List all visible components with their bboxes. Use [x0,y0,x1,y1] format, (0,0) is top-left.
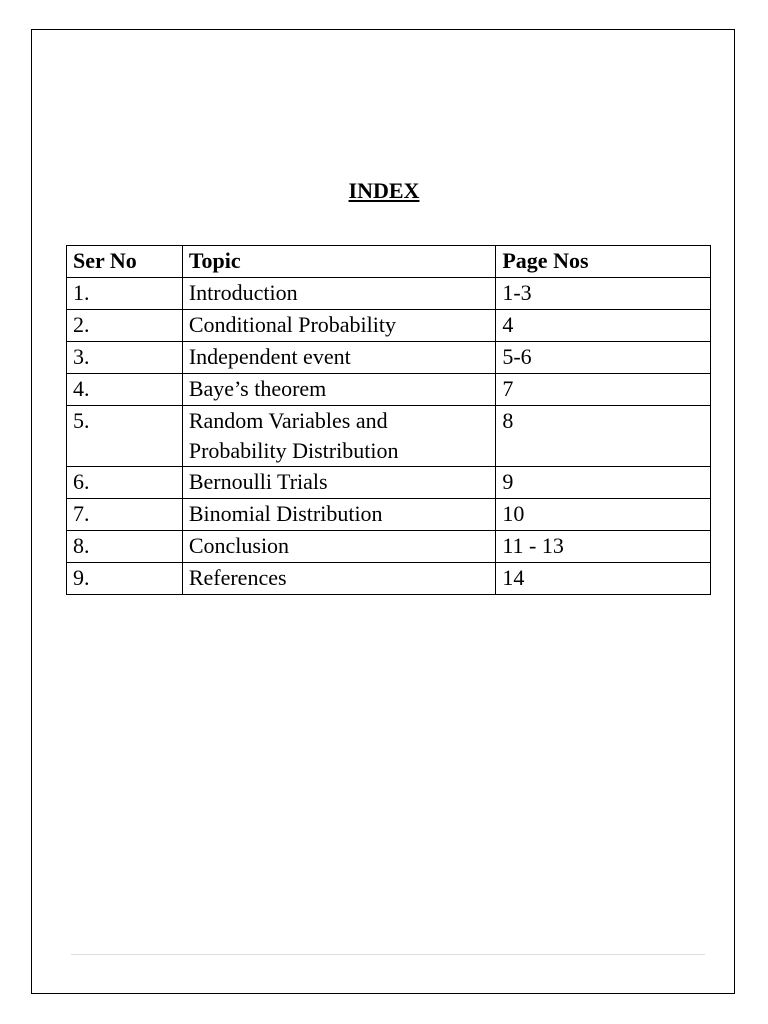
header-ser-no: Ser No [67,246,183,278]
cell-topic: Random Variables and Probability Distribution [182,406,496,467]
cell-ser-no: 5. [67,406,183,467]
cell-ser-no: 7. [67,499,183,531]
cell-page-nos: 14 [496,563,711,595]
footer-divider [71,954,705,955]
cell-topic: Conditional Probability [182,310,496,342]
cell-topic: Binomial Distribution [182,499,496,531]
table-row [67,531,711,563]
page-title: INDEX [348,178,420,203]
cell-ser-no: 9. [67,563,183,595]
table-header-row [67,246,711,278]
cell-topic: Baye’s theorem [182,374,496,406]
table-row [67,278,711,310]
table-row [67,467,711,499]
cell-ser-no: 2. [67,310,183,342]
table-row [67,374,711,406]
cell-page-nos: 10 [496,499,711,531]
cell-topic: Conclusion [182,531,496,563]
cell-topic: Independent event [182,342,496,374]
cell-page-nos: 11 - 13 [496,531,711,563]
cell-ser-no: 4. [67,374,183,406]
header-page-nos: Page Nos [496,246,711,278]
table-row [67,563,711,595]
cell-topic: Introduction [182,278,496,310]
cell-page-nos: 4 [496,310,711,342]
cell-topic: Bernoulli Trials [182,467,496,499]
table-row [67,499,711,531]
cell-ser-no: 3. [67,342,183,374]
cell-ser-no: 6. [67,467,183,499]
cell-page-nos: 8 [496,406,711,467]
cell-page-nos: 7 [496,374,711,406]
index-table [66,245,711,595]
table-row [67,406,711,467]
table-row [67,342,711,374]
cell-page-nos: 9 [496,467,711,499]
header-topic: Topic [182,246,496,278]
cell-ser-no: 8. [67,531,183,563]
cell-topic: References [182,563,496,595]
cell-ser-no: 1. [67,278,183,310]
cell-page-nos: 5-6 [496,342,711,374]
table-row [67,310,711,342]
cell-page-nos: 1-3 [496,278,711,310]
